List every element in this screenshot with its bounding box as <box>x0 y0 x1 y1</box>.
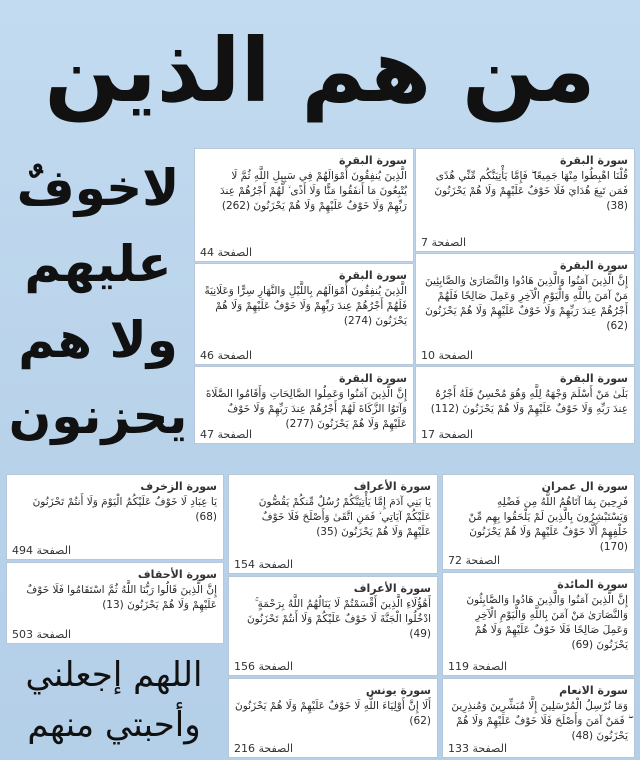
page-number: الصفحة 10 <box>421 349 474 362</box>
page-number: الصفحة 7 <box>421 236 467 249</box>
verse-card <box>194 148 414 262</box>
surah-name: سورة البقرة <box>338 372 407 385</box>
surah-name: سورة البقرة <box>338 269 407 282</box>
slogan-line: يحزنون <box>8 387 188 445</box>
page-number: الصفحة 154 <box>234 558 294 571</box>
page-number: الصفحة 216 <box>234 742 294 755</box>
verse-card <box>194 263 414 365</box>
verse-text: أَلَا إِنَّ أَوْلِيَاءَ اللَّهِ لَا خَوْفٌ عَلَيْهِمْ وَلَا هُمْ يَحْزَنُونَ (62) <box>235 700 431 727</box>
verse-card <box>415 148 635 252</box>
page-number: الصفحة 47 <box>200 428 253 441</box>
page-number: الصفحة 44 <box>200 246 253 259</box>
verse-text: الَّذِينَ يُنفِقُونَ أَمْوَالَهُم بِاللَّيْلِ وَالنَّهَارِ سِرًّا وَعَلَانِيَةً فَلَهُمْ أَجْرُهُمْ عِندَ رَبِّهِمْ وَلَا خَوْفٌ عَلَيْهِمْ وَلَا هُمْ يَحْزَنُونَ (274) <box>204 285 407 327</box>
verse-text: وَمَا نُرْسِلُ الْمُرْسَلِينَ إِلَّا مُبَشِّرِينَ وَمُنذِرِينَ ۖ فَمَنْ آمَنَ وَأَصْلَحَ فَلَا خَوْفٌ عَلَيْهِمْ وَلَا هُمْ يَحْزَنُونَ (48) <box>451 700 628 742</box>
surah-name: سورة الانعام <box>559 684 628 697</box>
slogan-block <box>8 150 188 454</box>
verse-card <box>228 576 438 676</box>
verse-card <box>415 366 635 444</box>
surah-name: سورة الأحقاف <box>137 568 217 581</box>
verse-text: يَا بَنِي آدَمَ إِمَّا يَأْتِيَنَّكُمْ رُسُلٌ مِّنكُمْ يَقُصُّونَ عَلَيْكُمْ آيَاتِي ۙ فَمَنِ اتَّقَىٰ وَأَصْلَحَ فَلَا خَوْفٌ عَلَيْهِمْ وَلَا هُمْ يَحْزَنُونَ (35) <box>258 496 431 538</box>
verse-card <box>6 474 224 560</box>
page-number: الصفحة 17 <box>421 428 474 441</box>
dua-block <box>14 650 214 750</box>
verse-card <box>442 572 635 676</box>
verse-text: بَلَىٰ مَنْ أَسْلَمَ وَجْهَهُ لِلَّهِ وَهُوَ مُحْسِنٌ فَلَهُ أَجْرُهُ عِندَ رَبِّهِ وَلَا خَوْفٌ عَلَيْهِمْ وَلَا هُمْ يَحْزَنُونَ (112) <box>430 388 628 415</box>
page-number: الصفحة 133 <box>448 742 508 755</box>
verse-card <box>6 562 224 644</box>
verse-card <box>442 474 635 570</box>
verse-card <box>228 474 438 574</box>
surah-name: سورة يونس <box>365 684 431 697</box>
page-title: من هم الذين <box>44 19 596 122</box>
page-number: الصفحة 156 <box>234 660 294 673</box>
page-number: الصفحة 494 <box>12 544 72 557</box>
surah-name: سورة الأعراف <box>353 480 431 493</box>
page-number: الصفحة 119 <box>448 660 508 673</box>
surah-name: سورة البقرة <box>559 154 628 167</box>
dua-line: اللهم إجعلني <box>25 655 203 695</box>
verse-text: الَّذِينَ يُنفِقُونَ أَمْوَالَهُمْ فِي سَبِيلِ اللَّهِ ثُمَّ لَا يُتْبِعُونَ مَا أَنفَقُوا مَنًّا وَلَا أَذًى ۙ لَّهُمْ أَجْرُهُمْ عِندَ رَبِّهِمْ وَلَا خَوْفٌ عَلَيْهِمْ وَلَا هُمْ يَحْزَنُونَ (262) <box>220 170 407 212</box>
page-number: الصفحة 46 <box>200 349 253 362</box>
verse-text: إِنَّ الَّذِينَ آمَنُوا وَالَّذِينَ هَادُوا وَالصَّابِئُونَ وَالنَّصَارَىٰ مَنْ آمَنَ بِاللَّهِ وَالْيَوْمِ الْآخِرِ وَعَمِلَ صَالِحًا فَلَا خَوْفٌ عَلَيْهِمْ وَلَا هُمْ يَحْزَنُونَ (69) <box>466 594 628 651</box>
verse-text: يَا عِبَادِ لَا خَوْفٌ عَلَيْكُمُ الْيَوْمَ وَلَا أَنتُمْ تَحْزَنُونَ (68) <box>32 496 217 523</box>
page-number: الصفحة 503 <box>12 628 72 641</box>
surah-name: سورة الزخرف <box>140 480 217 493</box>
slogan-line: ولا هم <box>18 311 178 369</box>
verse-text: فَرِحِينَ بِمَا آتَاهُمُ اللَّهُ مِن فَضْلِهِ وَيَسْتَبْشِرُونَ بِالَّذِينَ لَمْ يَلْحَقُوا بِهِم مِّنْ خَلْفِهِمْ أَلَّا خَوْفٌ عَلَيْهِمْ وَلَا هُمْ يَحْزَنُونَ (170) <box>468 496 628 553</box>
surah-name: سورة الأعراف <box>353 582 431 595</box>
slogan-line: لاخوفٌ <box>16 159 180 217</box>
verse-text: أَهَٰؤُلَاءِ الَّذِينَ أَقْسَمْتُمْ لَا يَنَالُهُمُ اللَّهُ بِرَحْمَةٍ ۚ ادْخُلُوا الْجَنَّةَ لَا خَوْفٌ عَلَيْكُمْ وَلَا أَنتُمْ تَحْزَنُونَ (49) <box>246 598 431 640</box>
verse-text: قُلْنَا اهْبِطُوا مِنْهَا جَمِيعًا ۖ فَإِمَّا يَأْتِيَنَّكُم مِّنِّي هُدًى فَمَن تَبِعَ هُدَايَ فَلَا خَوْفٌ عَلَيْهِمْ وَلَا هُمْ يَحْزَنُونَ (38) <box>434 170 628 212</box>
verse-card <box>442 678 635 758</box>
surah-name: سورة ال عمران <box>541 480 628 493</box>
verse-card <box>228 678 438 758</box>
surah-name: سورة البقرة <box>338 154 407 167</box>
slogan-line: عليهم <box>24 235 172 293</box>
verse-text: إِنَّ الَّذِينَ قَالُوا رَبُّنَا اللَّهُ ثُمَّ اسْتَقَامُوا فَلَا خَوْفٌ عَلَيْهِمْ وَلَا هُمْ يَحْزَنُونَ (13) <box>26 584 217 611</box>
verse-card <box>415 253 635 365</box>
verse-card <box>194 366 414 444</box>
dua-line: وأحبتي منهم <box>27 705 201 745</box>
surah-name: سورة البقرة <box>559 372 628 385</box>
verse-text: إِنَّ الَّذِينَ آمَنُوا وَعَمِلُوا الصَّالِحَاتِ وَأَقَامُوا الصَّلَاةَ وَآتَوُا الزَّكَاةَ لَهُمْ أَجْرُهُمْ عِندَ رَبِّهِمْ وَلَا خَوْفٌ عَلَيْهِمْ وَلَا هُمْ يَحْزَنُونَ (277) <box>205 388 407 430</box>
surah-name: سورة البقرة <box>559 259 628 272</box>
verse-text: إِنَّ الَّذِينَ آمَنُوا وَالَّذِينَ هَادُوا وَالنَّصَارَىٰ وَالصَّابِئِينَ مَنْ آمَنَ بِاللَّهِ وَالْيَوْمِ الْآخِرِ وَعَمِلَ صَالِحًا فَلَهُمْ أَجْرُهُمْ عِندَ رَبِّهِمْ وَلَا خَوْفٌ عَلَيْهِمْ وَلَا هُمْ يَحْزَنُونَ (62) <box>425 275 628 332</box>
page-number: الصفحة 72 <box>448 554 501 567</box>
surah-name: سورة المائدة <box>557 578 628 591</box>
